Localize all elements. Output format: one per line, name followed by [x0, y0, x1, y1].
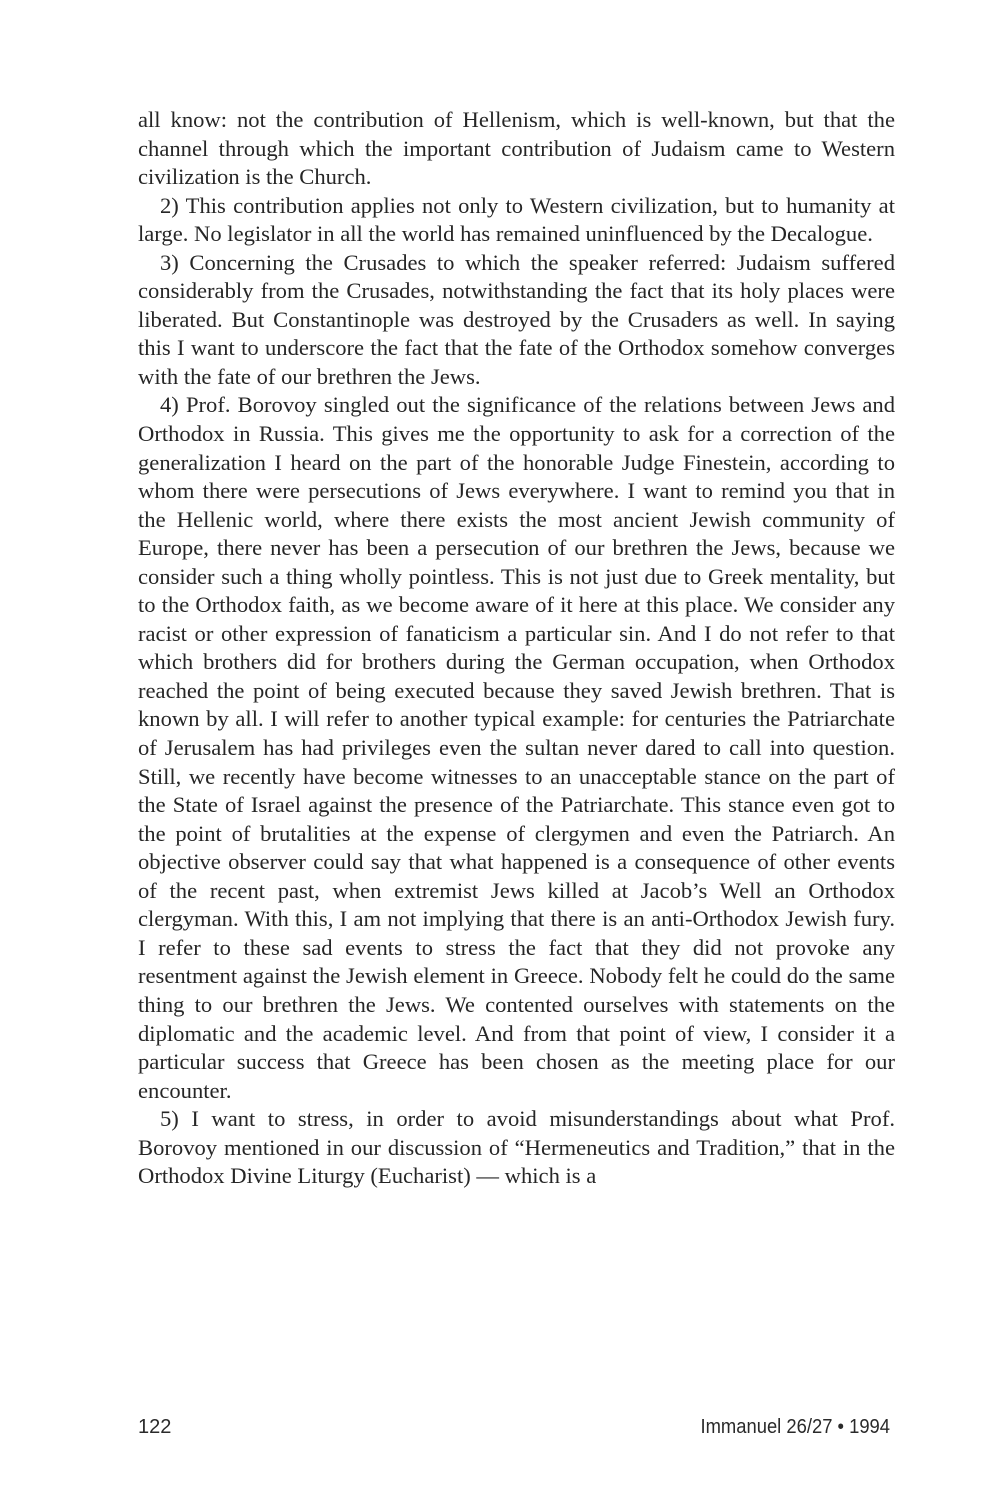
paragraph-point-5: 5) I want to stress, in order to avoid misunderstandings about what Prof. Borovoy mentioned in our discussion of “Hermeneutics and Tradition,” that in the Orthodox Divine Liturgy (Eucharist) — which is a [138, 1106, 895, 1189]
page-number: 122 [138, 1416, 172, 1438]
paragraph-point-2: 2) This contribution applies not only to Western civilization, but to humanity at large. No legislator in all the world has remained uninfluenced by the Decalogue. [138, 192, 895, 247]
paragraph-continuation: all know: not the contribution of Hellenism, which is well-known, but that the channel through which the important contribution of Judaism came to Western civilization is the Church. [138, 107, 895, 190]
page-body [138, 106, 895, 1191]
page-footer [138, 1416, 890, 1439]
journal-citation: Immanuel 26/27 • 1994 [700, 1416, 890, 1438]
paragraph-point-4: 4) Prof. Borovoy singled out the significance of the relations between Jews and Orthodox in Russia. This gives me the opportunity to ask for a correction of the generalization I heard on the part of the honorable Judge Finestein, according to whom there were persecutions of Jews everywhere. I want to remind you that in the Hellenic world, where there exists the most ancient Jewish community of Europe, there never has been a persecution of our brethren the Jews, because we consider such a thing wholly pointless. This is not just due to Greek mentality, but to the Orthodox faith, as we become aware of it here at this place. We consider any racist or other expression of fanaticism a particular sin. And I do not refer to that which brothers did for brothers during the German occupation, when Orthodox reached the point of being executed because they saved Jewish brethren. That is known by all. I will refer to another typical example: for centuries the Patriarchate of Jerusalem has had privileges even the sultan never dared to call into question. Still, we recently have become witnesses to an unacceptable stance on the part of the State of Israel against the presence of the Patriarchate. This stance even got to the point of brutalities at the expense of clergymen and even the Patriarch. An objective observer could say that what happened is a consequence of other events of the recent past, when extremist Jews killed at Jacob’s Well an Orthodox clergyman. With this, I am not implying that there is an anti-Orthodox Jewish fury. I refer to these sad events to stress the fact that they did not provoke any resentment against the Jewish element in Greece. Nobody felt he could do the same thing to our brethren the Jews. We contented ourselves with statements on the diplomatic and the academic level. And from that point of view, I consider it a particular success that Greece has been chosen as the meeting place for our encounter. [138, 392, 895, 1103]
paragraph-point-3: 3) Concerning the Crusades to which the speaker referred: Judaism suffered considerably from the Crusades, notwithstanding the fact that its holy places were liberated. But Constantinople was destroyed by the Crusaders as well. In saying this I want to underscore the fact that the fate of the Orthodox somehow converges with the fate of our brethren the Jews. [138, 249, 895, 389]
